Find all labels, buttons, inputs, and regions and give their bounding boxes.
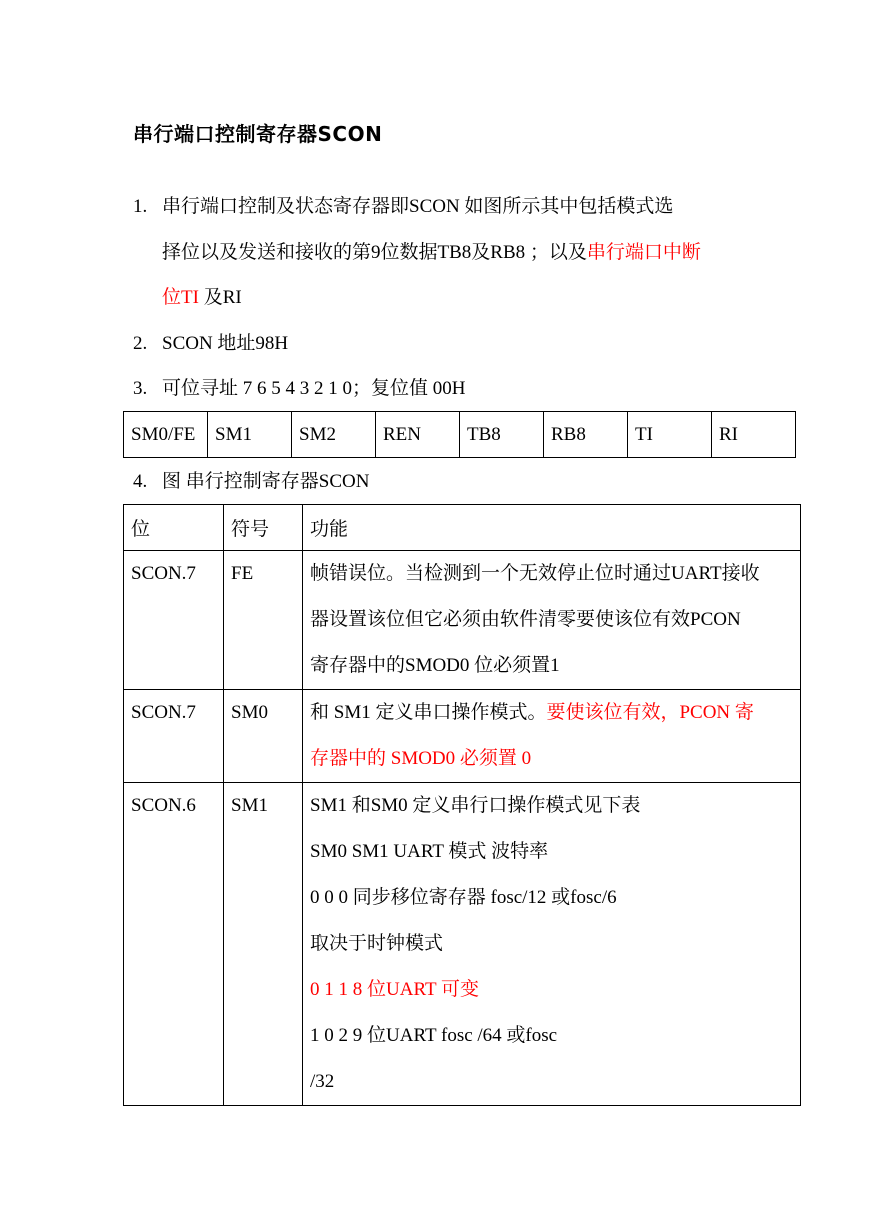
function-cell — [303, 690, 801, 783]
text-segment: 0 0 0 同步移位寄存器 fosc/12 或fosc/6 — [310, 887, 617, 908]
bits-row — [124, 412, 796, 458]
function-cell — [303, 783, 801, 1106]
text-segment: SCON 地址98H — [162, 333, 289, 354]
function-line — [310, 967, 800, 1013]
symbol-cell: SM0 — [224, 690, 303, 783]
text-segment: 要使该位有效，PCON 寄 — [546, 702, 754, 723]
text-segment: SM1 和SM0 定义串行口操作模式见下表 — [310, 795, 641, 816]
text-segment: 器设置该位但它必须由软件清零要使该位有效PCON — [310, 609, 741, 630]
text-segment: 串行端口中断 — [586, 242, 701, 263]
function-line — [310, 829, 800, 875]
scon-bits-table — [123, 411, 796, 458]
list-number: 2. — [133, 333, 148, 354]
text-segment: 择位以及发送和接收的第9位数据TB8及RB8 ；以及 — [162, 242, 587, 263]
text-segment: /32 — [310, 1071, 335, 1092]
list-item-line — [162, 195, 673, 219]
bit-cell: REN — [376, 412, 460, 458]
function-line — [310, 875, 800, 921]
bit-cell: SCON.7 — [124, 551, 224, 690]
caption-text: 图 串行控制寄存器SCON — [162, 471, 370, 492]
bit-cell: SM2 — [292, 412, 376, 458]
header-function: 功能 — [303, 505, 801, 551]
bit-cell: TI — [628, 412, 712, 458]
text-segment: 寄存器中的SMOD0 位必须置1 — [310, 655, 560, 676]
function-line — [310, 551, 800, 597]
function-line — [310, 783, 800, 829]
page-title: 串行端口控制寄存器SCON — [133, 122, 383, 146]
table-row — [124, 783, 801, 1106]
list-item-line — [162, 241, 701, 265]
header-bit: 位 — [124, 505, 224, 551]
text-segment: 和 SM1 定义串口操作模式。 — [310, 702, 547, 723]
table-row — [124, 551, 801, 690]
text-segment: 1 0 2 9 位UART fosc /64 或fosc — [310, 1025, 558, 1046]
list-item-line — [162, 286, 242, 310]
list-number: 1. — [133, 196, 148, 217]
symbol-cell: FE — [224, 551, 303, 690]
function-line — [310, 597, 800, 643]
bit-cell: TB8 — [460, 412, 544, 458]
text-segment: 及RI — [203, 287, 242, 308]
bit-cell: RB8 — [544, 412, 628, 458]
function-table — [123, 504, 801, 1106]
text-segment: 存器中的 SMOD0 必须置 0 — [310, 748, 532, 769]
table-header-row — [124, 505, 801, 551]
list-number: 4. — [133, 471, 148, 492]
text-segment: 可位寻址 7 6 5 4 3 2 1 0；复位值 00H — [162, 378, 466, 399]
list-item-line — [162, 332, 288, 356]
text-segment: 位TI — [162, 287, 204, 308]
list-number: 3. — [133, 378, 148, 399]
function-line — [310, 736, 800, 782]
text-segment: 帧错误位。当检测到一个无效停止位时通过UART接收 — [310, 563, 760, 584]
function-line — [310, 1013, 800, 1059]
bit-cell: SCON.6 — [124, 783, 224, 1106]
list-item-line — [162, 377, 465, 401]
function-line — [310, 921, 800, 967]
header-symbol: 符号 — [224, 505, 303, 551]
text-segment: SM0 SM1 UART 模式 波特率 — [310, 841, 549, 862]
bit-cell: SCON.7 — [124, 690, 224, 783]
text-segment: 串行端口控制及状态寄存器即SCON 如图所示其中包括模式选 — [162, 196, 674, 217]
bit-cell: SM0/FE — [124, 412, 208, 458]
function-cell — [303, 551, 801, 690]
text-segment: 0 1 1 8 位UART 可变 — [310, 979, 479, 1000]
function-line — [310, 1059, 800, 1105]
symbol-cell: SM1 — [224, 783, 303, 1106]
table-row — [124, 690, 801, 783]
bit-cell: SM1 — [208, 412, 292, 458]
bit-cell: RI — [712, 412, 796, 458]
function-table-body — [124, 551, 801, 1106]
text-segment: 取决于时钟模式 — [310, 933, 444, 954]
function-line — [310, 690, 800, 736]
list-item-4 — [133, 470, 370, 494]
function-line — [310, 643, 800, 689]
